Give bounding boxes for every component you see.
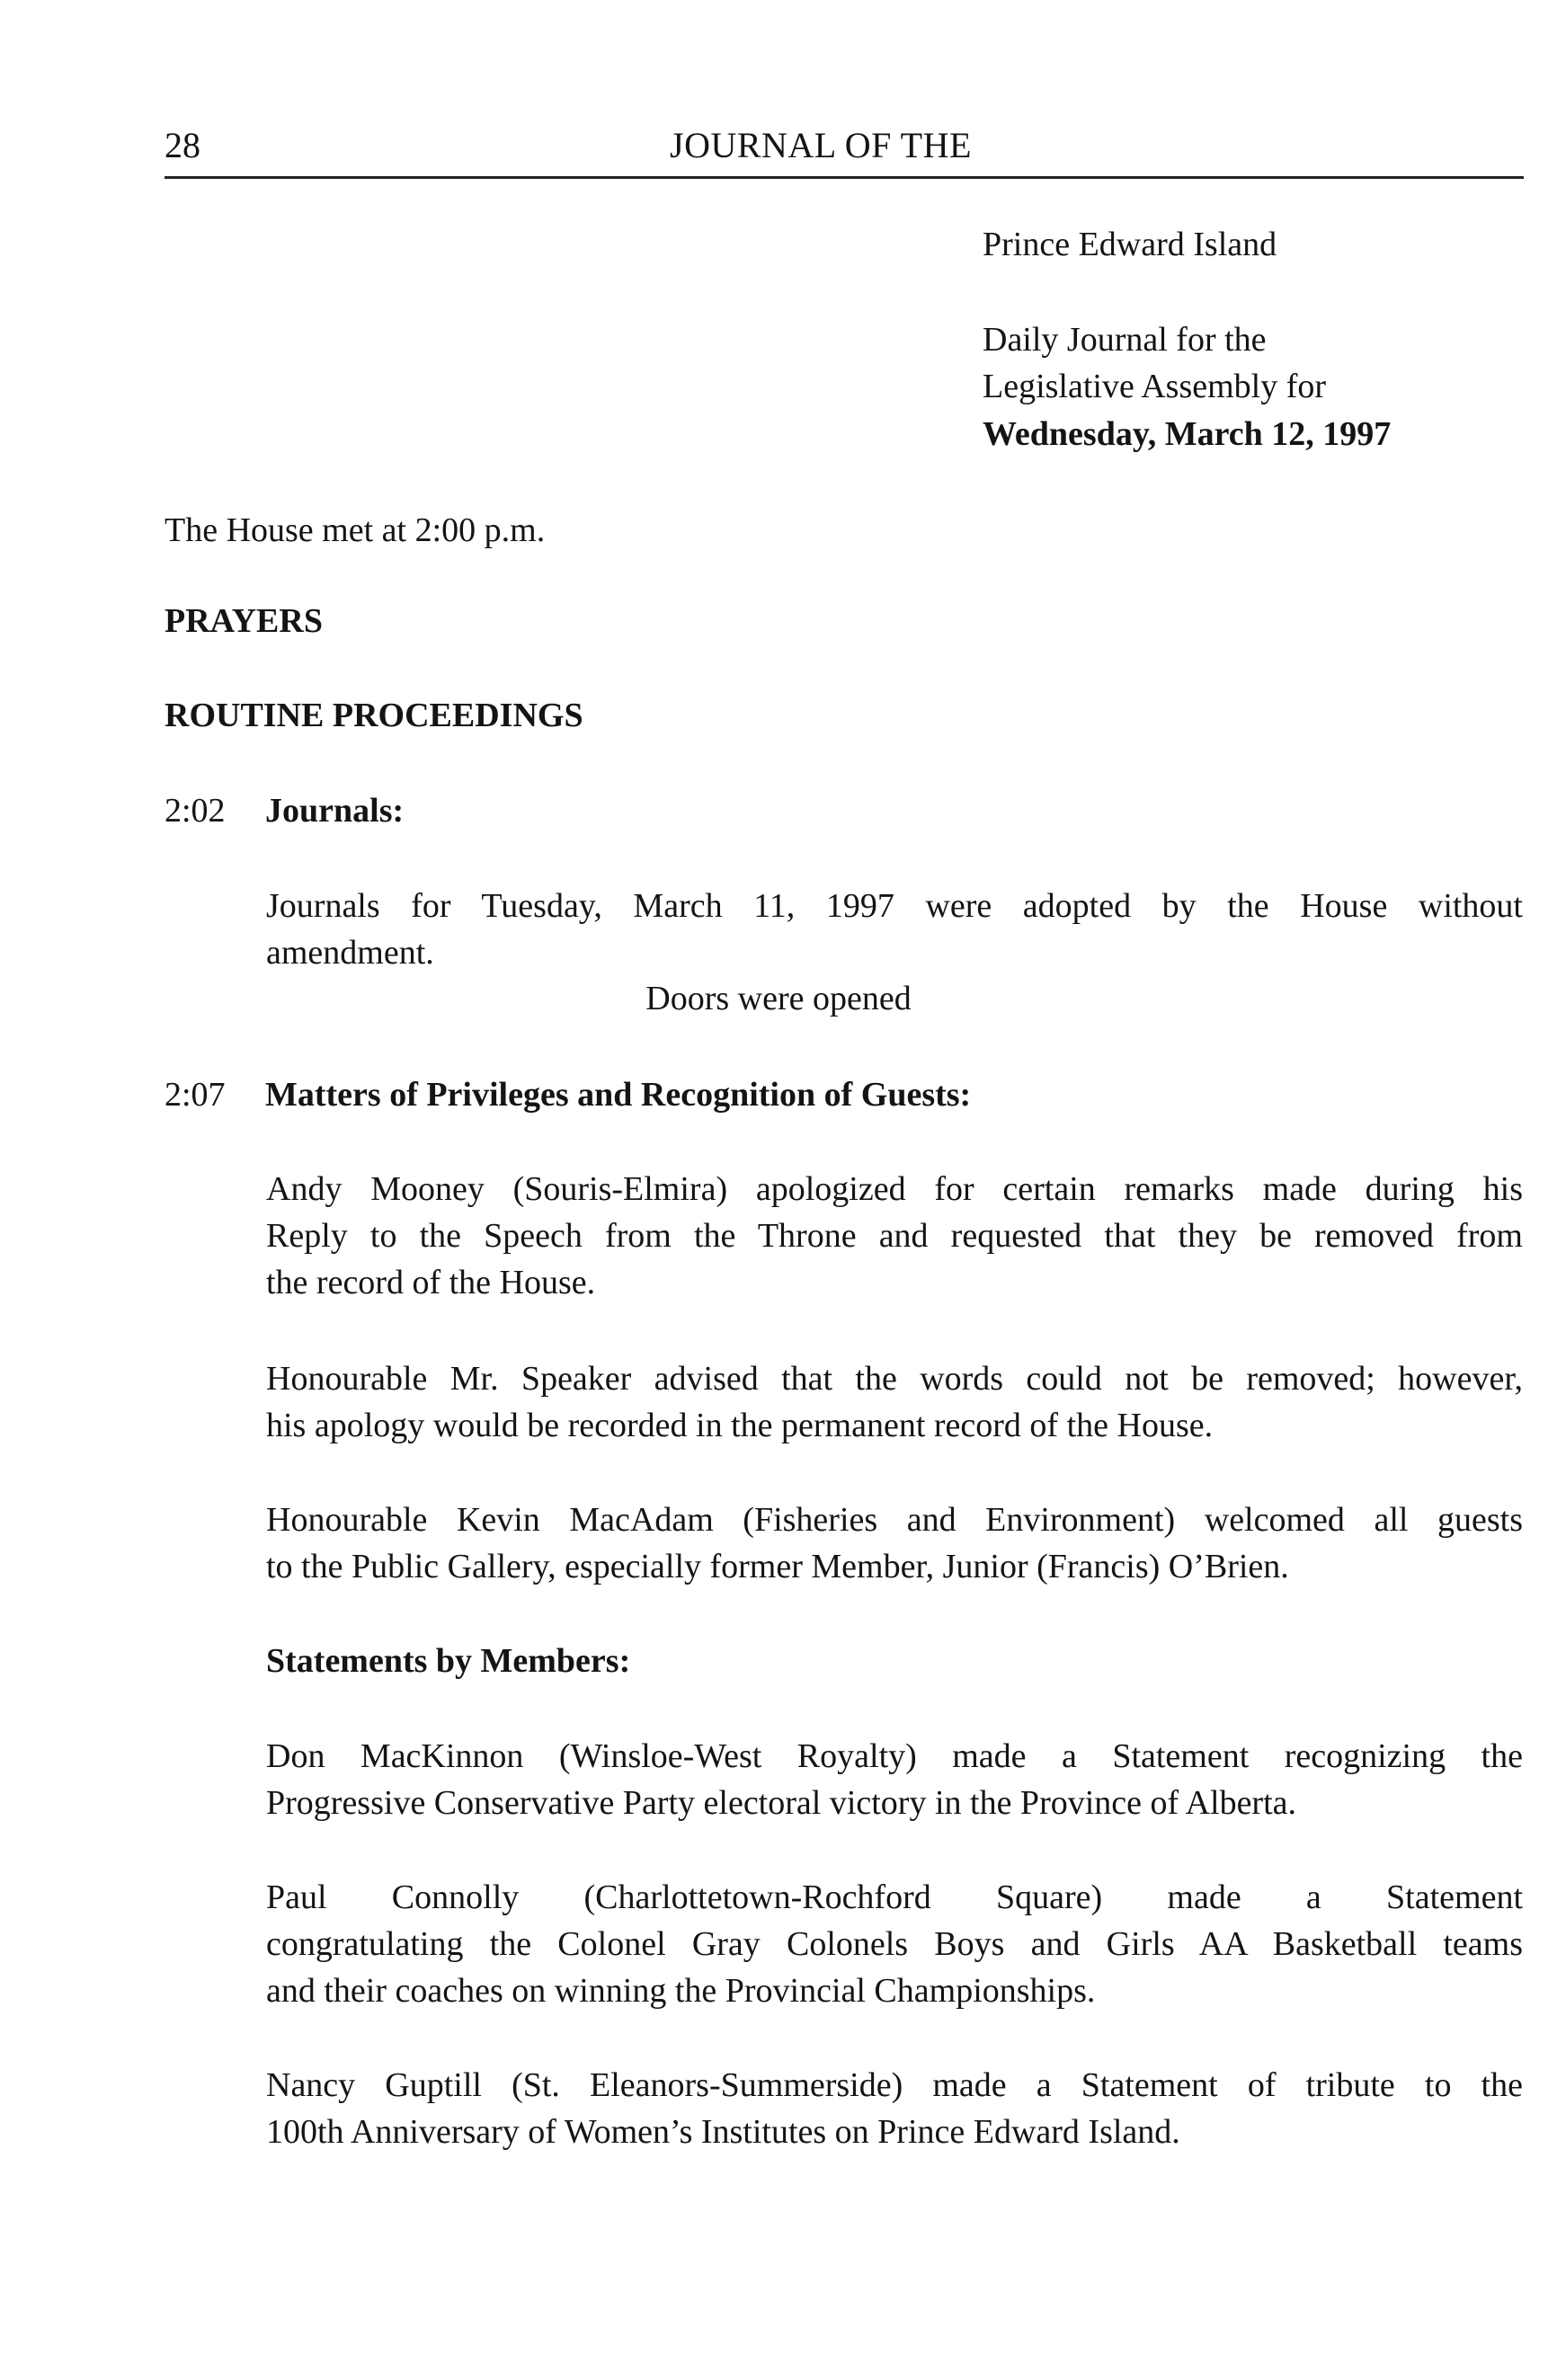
statement-p3-line-1: Nancy Guptill (St. Eleanors-Summerside) made a Statement of tribute to the [266,2066,1523,2104]
statements-heading: Statements by Members: [266,1642,631,1680]
privileges-p1-line-2: Reply to the Speech from the Throne and requested that they be removed from [266,1217,1523,1255]
privileges-p1-line-1: Andy Mooney (Souris-Elmira) apologized for certain remarks made during his [266,1170,1523,1208]
journal-line-2: Legislative Assembly for [983,368,1327,405]
journals-line-2: amendment. [266,934,434,972]
header-rule [165,176,1524,179]
statement-p2-line-3: and their coaches on winning the Provincial Championships. [266,1972,1096,2010]
statement-paragraph-1 [266,1733,1523,1826]
journal-line-1: Daily Journal for the [983,321,1267,359]
house-met-line: The House met at 2:00 p.m. [165,511,546,549]
journals-heading: Journals: [265,792,405,830]
doors-opened-note: Doors were opened [645,980,912,1017]
statement-p2-line-1: Paul Connolly (Charlottetown-Rochford Square) made a Statement [266,1878,1523,1916]
province-name: Prince Edward Island [983,226,1277,263]
privileges-p3-line-1: Honourable Kevin MacAdam (Fisheries and Environment) welcomed all guests [266,1501,1523,1539]
statement-p1-line-2: Progressive Conservative Party electoral victory in the Province of Alberta. [266,1784,1297,1822]
privileges-time: 2:07 [165,1076,226,1114]
privileges-p2-line-1: Honourable Mr. Speaker advised that the words could not be removed; however, [266,1360,1523,1398]
statement-p2-line-2: congratulating the Colonel Gray Colonels Boys and Girls AA Basketball teams [266,1925,1523,1963]
statement-p1-line-1: Don MacKinnon (Winsloe-West Royalty) made a Statement recognizing the [266,1737,1523,1775]
privileges-paragraph-3 [266,1496,1523,1590]
privileges-paragraph-2 [266,1355,1523,1449]
privileges-paragraph-1 [266,1166,1523,1306]
privileges-p3-line-2: to the Public Gallery, especially former Member, Junior (Francis) O’Brien. [266,1548,1289,1585]
statement-p3-line-2: 100th Anniversary of Women’s Institutes on Prince Edward Island. [266,2113,1180,2151]
journals-time: 2:02 [165,792,226,830]
statement-paragraph-2 [266,1874,1523,2014]
journals-paragraph [266,883,1523,976]
prayers-heading: PRAYERS [165,602,323,640]
page-number: 28 [165,125,200,165]
journals-line-1: Journals for Tuesday, March 11, 1997 were adopted by the House without [266,887,1523,925]
privileges-p1-line-3: the record of the House. [266,1264,596,1301]
routine-proceedings-heading: ROUTINE PROCEEDINGS [165,697,583,734]
running-header-title: JOURNAL OF THE [670,125,972,165]
sitting-date: Wednesday, March 12, 1997 [983,415,1392,453]
statement-paragraph-3 [266,2062,1523,2155]
privileges-heading: Matters of Privileges and Recognition of Guests: [265,1076,972,1114]
privileges-p2-line-2: his apology would be recorded in the permanent record of the House. [266,1407,1214,1444]
